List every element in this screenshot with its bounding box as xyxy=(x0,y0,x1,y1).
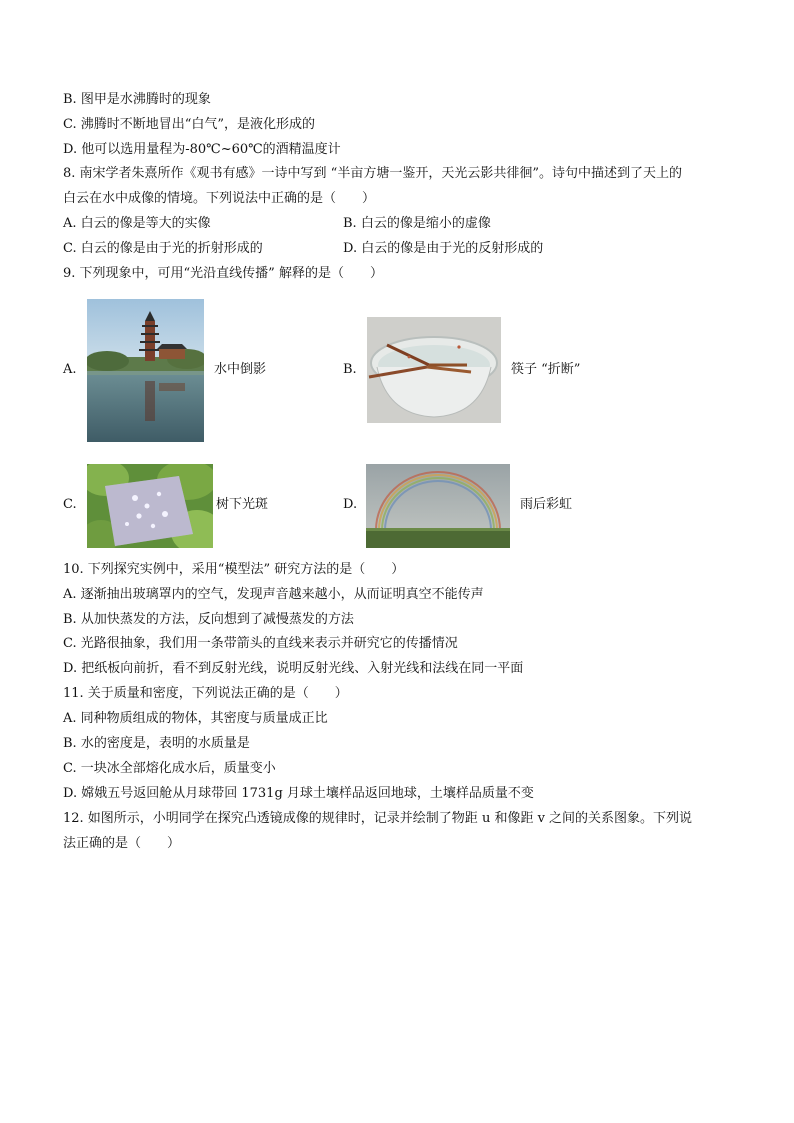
q11-option-d: D. 嫦娥五号返回舱从月球带回 1731g 月球土壤样品返回地球，土壤样品质量不变 xyxy=(63,786,534,801)
q11-option-c: C. 一块冰全部熔化成水后，质量变小 xyxy=(63,761,276,776)
q10-option-a: A. 逐渐抽出玻璃罩内的空气，发现声音越来越小，从而证明真空不能传声 xyxy=(63,587,484,602)
q11-option-b: B. 水的密度是，表明的水质量是 xyxy=(63,736,250,751)
pagoda-reflection-image xyxy=(87,299,204,442)
q9-option-d-letter: D. xyxy=(343,497,358,512)
q9-option-b-letter: B. xyxy=(343,362,357,377)
tree-light-spots-image xyxy=(87,464,213,548)
chopsticks-bowl-image xyxy=(367,317,501,423)
q9-option-c-caption: 树下光斑 xyxy=(216,497,269,512)
q12-stem-line1: 12. 如图所示，小明同学在探究凸透镜成像的规律时，记录并绘制了物距 u 和像距 v 之间的关系图象。下列说 xyxy=(63,811,693,826)
q9-option-b-caption: 筷子 “折断” xyxy=(511,362,581,377)
q9-stem: 9. 下列现象中，可用“光沿直线传播” 解释的是（ ） xyxy=(63,266,383,281)
q10-stem: 10. 下列探究实例中，采用“模型法” 研究方法的是（ ） xyxy=(63,562,405,577)
q9-option-d-caption: 雨后彩虹 xyxy=(520,497,573,512)
q9-option-c-letter: C. xyxy=(63,497,77,512)
q10-option-d: D. 把纸板向前折，看不到反射光线，说明反射光线、入射光线和法线在同一平面 xyxy=(63,661,524,676)
q10-option-c: C. 光路很抽象，我们用一条带箭头的直线来表示并研究它的传播情况 xyxy=(63,636,458,651)
q11-stem: 11. 关于质量和密度，下列说法正确的是（ ） xyxy=(63,686,348,701)
rainbow-image xyxy=(366,464,510,548)
q9-option-a-letter: A. xyxy=(63,362,77,377)
q10-option-b: B. 从加快蒸发的方法，反向想到了减慢蒸发的方法 xyxy=(63,612,354,627)
q9-option-a-caption: 水中倒影 xyxy=(214,362,267,377)
q7-option-d: D. 他可以选用量程为-80℃~60℃的酒精温度计 xyxy=(63,142,341,157)
q8-option-d: D. 白云的像是由于光的反射形成的 xyxy=(343,241,544,256)
q8-stem-line2: 白云在水中成像的情境。下列说法中正确的是（ ） xyxy=(63,191,376,206)
q8-stem-line1: 8. 南宋学者朱熹所作《观书有感》一诗中写到 “半亩方塘一鉴开，天光云影共徘徊”。诗句中描述到了天上的 xyxy=(63,166,682,181)
q8-option-b: B. 白云的像是缩小的虚像 xyxy=(343,216,491,231)
q11-option-a: A. 同种物质组成的物体，其密度与质量成正比 xyxy=(63,711,328,726)
q7-option-b: B. 图甲是水沸腾时的现象 xyxy=(63,92,211,107)
q8-option-c: C. 白云的像是由于光的折射形成的 xyxy=(63,241,263,256)
q12-stem-line2: 法正确的是（ ） xyxy=(63,836,181,851)
q7-option-c: C. 沸腾时不断地冒出“白气”，是液化形成的 xyxy=(63,117,316,132)
q8-option-a: A. 白云的像是等大的实像 xyxy=(63,216,211,231)
